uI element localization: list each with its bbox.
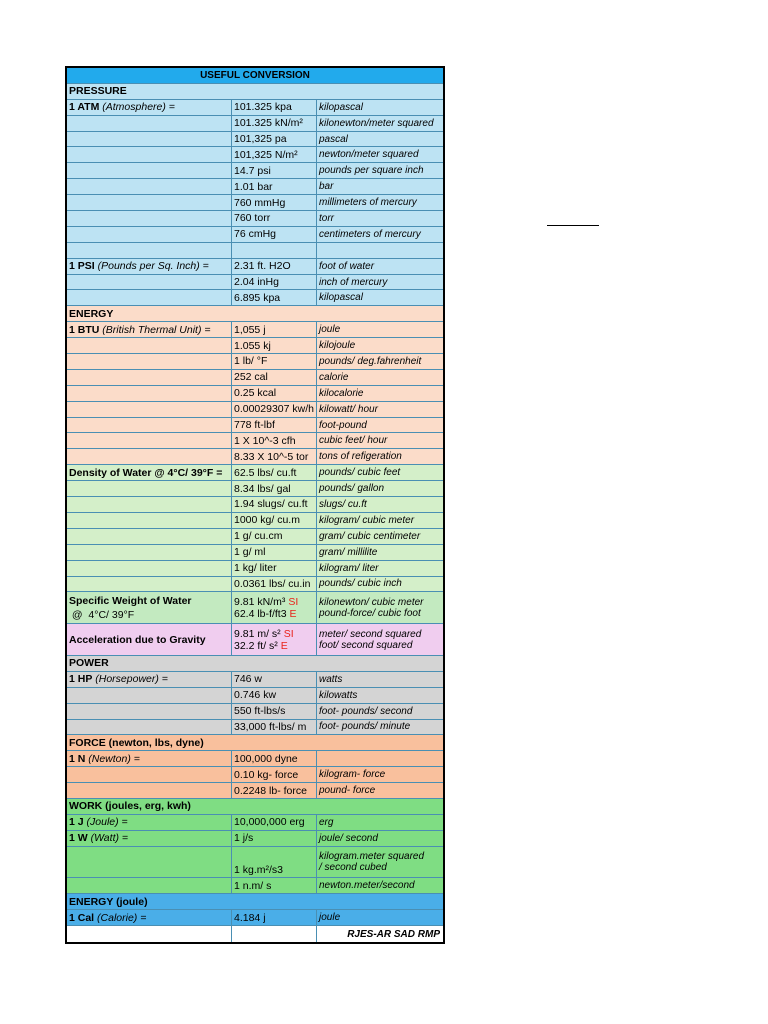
value-cell: 1 n.m/ s (232, 878, 317, 893)
value-cell: 746 w (232, 672, 317, 687)
table-row (67, 227, 443, 243)
table-title: USEFUL CONVERSION (200, 69, 310, 81)
unit-cell: newton.meter/second (319, 880, 415, 892)
unit-cell: torr (319, 212, 334, 224)
unit-cell: foot- pounds/ minute (319, 721, 411, 733)
table-row (67, 878, 443, 894)
value-cell: 1 g/ ml (232, 545, 317, 560)
section-title: ENERGY (joule) (69, 895, 148, 908)
si-value (234, 596, 298, 608)
empty-cell (317, 243, 443, 258)
empty-cell (67, 497, 232, 512)
table-row (67, 561, 443, 577)
value-text: 9.81 kN/m³ (234, 595, 286, 608)
value-cell: 101,325 pa (232, 132, 317, 147)
section-title: PRESSURE (69, 85, 127, 98)
empty-cell (67, 227, 232, 242)
section-title: FORCE (newton, lbs, dyne) (69, 736, 204, 749)
table-row (67, 672, 443, 688)
table-row (67, 767, 443, 783)
value-cell: 101.325 kN/m² (232, 116, 317, 131)
empty-cell (67, 433, 232, 448)
empty-cell (67, 926, 232, 942)
unit-cell: foot of water (319, 260, 375, 272)
unit-cell: joule/ second (319, 832, 378, 844)
empty-cell (67, 290, 232, 305)
empty-cell (67, 243, 232, 258)
unit-cell: cubic feet/ hour (319, 435, 388, 447)
e-tag: E (280, 639, 288, 652)
label-note: (Calorie) = (97, 911, 147, 924)
unit-cell: pascal (319, 133, 348, 145)
conversion-table (65, 66, 445, 944)
unit-cell: pounds/ cubic inch (319, 578, 402, 590)
empty-cell (67, 513, 232, 528)
value-cell: 1.055 kj (232, 338, 317, 353)
table-row (67, 465, 443, 481)
table-row (67, 402, 443, 418)
value-cell: 1 X 10^-3 cfh (232, 433, 317, 448)
value-cell: 76 cmHg (232, 227, 317, 242)
unit-cell: pounds/ cubic feet (319, 467, 401, 479)
empty-cell (67, 767, 232, 782)
unit-cell: gram/ cubic centimeter (319, 530, 421, 542)
empty-cell (67, 449, 232, 464)
value-cell: 760 torr (232, 211, 317, 226)
unit-cell: bar (319, 181, 334, 193)
unit-cell: kilocalorie (319, 387, 364, 399)
unit-cell: tons of refigeration (319, 451, 402, 463)
empty-cell (67, 147, 232, 162)
label-note: (Atmosphere) = (102, 101, 175, 114)
table-row (67, 751, 443, 767)
empty-cell (67, 338, 232, 353)
si-tag: SI (288, 595, 299, 608)
table-row (67, 815, 443, 831)
unit-text: kilonewton/ cubic meter (319, 596, 424, 608)
unit-cell: slugs/ cu.ft (319, 498, 367, 510)
value-cell: 33,000 ft-lbs/ m (232, 720, 317, 735)
unit-cell: inch of mercury (319, 276, 388, 288)
unit-cell: kilogram/ cubic meter (319, 514, 415, 526)
unit-cell: foot-pound (319, 419, 367, 431)
empty-cell (232, 926, 317, 942)
unit-text: pound-force/ cubic foot (319, 607, 421, 619)
unit-cell: kilonewton/meter squared (319, 117, 434, 129)
empty-cell (67, 275, 232, 290)
stray-underline (547, 225, 599, 226)
author-credit: RJES-AR SAD RMP (347, 928, 440, 940)
unit-cell (317, 592, 443, 623)
empty-cell (67, 116, 232, 131)
value-cell: 6.895 kpa (232, 290, 317, 305)
quantity-label (67, 815, 232, 830)
section-title: WORK (joules, erg, kwh) (69, 800, 191, 813)
table-row (67, 418, 443, 434)
spacer-row (67, 243, 443, 259)
value-cell: 778 ft-lbf (232, 418, 317, 433)
label-note: (British Thermal Unit) = (102, 323, 211, 336)
empty-cell (67, 132, 232, 147)
unit-cell: gram/ millilite (319, 546, 378, 558)
quantity-label (67, 100, 232, 115)
unit-cell (317, 624, 443, 655)
label-line: @ 4°C/ 39°F (69, 608, 135, 621)
value-cell: 1 g/ cu.cm (232, 529, 317, 544)
label-main: 1 PSI (69, 260, 95, 273)
value-cell: 101.325 kpa (232, 100, 317, 115)
table-row (67, 354, 443, 370)
table-row (67, 592, 443, 624)
empty-cell (67, 402, 232, 417)
section-header-energy (67, 306, 443, 322)
section-header-power (67, 656, 443, 672)
section-header-pressure (67, 84, 443, 100)
label-main: 1 ATM (69, 101, 100, 114)
label-note: (Newton) = (88, 752, 140, 765)
footer-row (67, 926, 443, 942)
quantity-label (67, 751, 232, 766)
label-note: (Pounds per Sq. Inch) = (97, 260, 209, 273)
label-line: Specific Weight of Water (69, 594, 192, 607)
table-row (67, 147, 443, 163)
unit-cell: kilopascal (319, 101, 363, 113)
quantity-label (67, 259, 232, 274)
table-title-row (67, 68, 443, 84)
unit-cell: newton/meter squared (319, 149, 419, 161)
table-row (67, 704, 443, 720)
unit-cell: centimeters of mercury (319, 228, 421, 240)
unit-cell: kilowatts (319, 689, 358, 701)
quantity-label (67, 592, 232, 623)
unit-text: foot/ second squared (319, 639, 413, 651)
empty-cell (67, 561, 232, 576)
table-row (67, 370, 443, 386)
value-cell: 550 ft-lbs/s (232, 704, 317, 719)
value-cell: 0.2248 lb- force (232, 783, 317, 798)
unit-cell: pounds/ gallon (319, 483, 385, 495)
value-cell: 2.31 ft. H2O (232, 259, 317, 274)
value-cell (232, 592, 317, 623)
quantity-label (67, 672, 232, 687)
value-cell: 0.10 kg- force (232, 767, 317, 782)
section-header-energy-joule (67, 894, 443, 910)
empty-cell (67, 529, 232, 544)
quantity-label: Acceleration due to Gravity (67, 624, 232, 655)
si-value (234, 628, 294, 640)
empty-cell (67, 354, 232, 369)
value-cell: 2.04 inHg (232, 275, 317, 290)
unit-cell: kilowatt/ hour (319, 403, 378, 415)
label-main: 1 J (69, 816, 84, 829)
unit-cell: watts (319, 673, 343, 685)
value-cell: 0.0361 lbs/ cu.in (232, 577, 317, 592)
e-value (234, 640, 288, 652)
table-row (67, 783, 443, 799)
value-cell: 10,000,000 erg (232, 815, 317, 830)
si-tag: SI (283, 627, 294, 640)
e-tag: E (289, 607, 297, 620)
table-row (67, 720, 443, 736)
empty-cell (67, 577, 232, 592)
empty-cell (67, 688, 232, 703)
table-row (67, 100, 443, 116)
table-row (67, 433, 443, 449)
label-note: (Horsepower) = (95, 673, 168, 686)
quantity-label (67, 831, 232, 846)
unit-cell: kilojoule (319, 340, 356, 352)
value-text: 32.2 ft/ s² (234, 639, 278, 652)
table-row (67, 910, 443, 926)
table-row (67, 195, 443, 211)
section-title: ENERGY (69, 307, 114, 320)
label-main: 1 Cal (69, 911, 95, 924)
quantity-label (67, 322, 232, 337)
unit-cell (317, 847, 443, 878)
table-row (67, 116, 443, 132)
value-cell: 0.00029307 kw/h (232, 402, 317, 417)
value-text: 62.4 lb-f/ft3 (234, 607, 287, 620)
value-cell: 1.01 bar (232, 179, 317, 194)
value-cell: 252 cal (232, 370, 317, 385)
unit-text: meter/ second squared (319, 628, 422, 640)
empty-cell (67, 195, 232, 210)
empty-cell (67, 720, 232, 735)
table-row (67, 290, 443, 306)
label-note: (Watt) = (90, 832, 129, 845)
table-row (67, 545, 443, 561)
value-cell: 101,325 N/m² (232, 147, 317, 162)
table-row (67, 529, 443, 545)
label-main: 1 N (69, 752, 86, 765)
label-main: 1 W (69, 832, 88, 845)
label-main: 1 HP (69, 673, 93, 686)
unit-cell: joule (319, 912, 341, 924)
empty-cell (67, 211, 232, 226)
table-row (67, 211, 443, 227)
table-row (67, 322, 443, 338)
table-row (67, 179, 443, 195)
value-cell: 1,055 j (232, 322, 317, 337)
empty-cell (232, 243, 317, 258)
value-cell: 14.7 psi (232, 163, 317, 178)
unit-cell: kilogram/ liter (319, 562, 379, 574)
value-cell: 1000 kg/ cu.m (232, 513, 317, 528)
value-cell: 1.94 slugs/ cu.ft (232, 497, 317, 512)
table-row (67, 513, 443, 529)
table-row (67, 132, 443, 148)
empty-cell (67, 545, 232, 560)
empty-cell (67, 783, 232, 798)
table-row (67, 577, 443, 593)
table-row (67, 275, 443, 291)
unit-cell: pound- force (319, 785, 376, 797)
unit-cell: pounds/ deg.fahrenheit (319, 355, 422, 367)
value-cell: 760 mmHg (232, 195, 317, 210)
value-text: 9.81 m/ s² (234, 627, 281, 640)
table-row (67, 624, 443, 656)
unit-cell: kilopascal (319, 292, 363, 304)
unit-cell: erg (319, 816, 334, 828)
value-cell: 8.34 lbs/ gal (232, 481, 317, 496)
unit-cell: kilogram- force (319, 769, 386, 781)
label-main: 1 BTU (69, 323, 100, 336)
empty-cell (67, 386, 232, 401)
empty-cell (67, 179, 232, 194)
table-row (67, 831, 443, 847)
unit-cell: pounds per square inch (319, 165, 424, 177)
section-title: POWER (69, 657, 109, 670)
value-cell: 1 lb/ °F (232, 354, 317, 369)
empty-cell (67, 163, 232, 178)
e-value (234, 608, 297, 620)
value-cell: 1 j/s (232, 831, 317, 846)
section-header-force (67, 735, 443, 751)
unit-cell: foot- pounds/ second (319, 705, 413, 717)
value-cell: 1 kg.m²/s3 (232, 847, 317, 878)
label-note: (Joule) = (86, 816, 128, 829)
table-row (67, 497, 443, 513)
empty-cell (67, 878, 232, 893)
empty-cell (67, 481, 232, 496)
unit-cell: joule (319, 324, 341, 336)
section-header-work (67, 799, 443, 815)
table-row (67, 259, 443, 275)
quantity-label: Density of Water @ 4°C/ 39°F = (67, 465, 232, 480)
empty-cell (67, 847, 232, 878)
unit-cell: calorie (319, 371, 349, 383)
table-row (67, 338, 443, 354)
table-row (67, 163, 443, 179)
value-cell: 8.33 X 10^-5 tor (232, 449, 317, 464)
unit-cell: millimeters of mercury (319, 197, 417, 209)
empty-cell (67, 418, 232, 433)
table-row (67, 386, 443, 402)
value-cell: 1 kg/ liter (232, 561, 317, 576)
value-cell: 100,000 dyne (232, 751, 317, 766)
unit-text: / second cubed (319, 862, 387, 874)
value-cell: 0.25 kcal (232, 386, 317, 401)
unit-cell (317, 751, 443, 766)
table-row (67, 688, 443, 704)
table-row (67, 449, 443, 465)
quantity-label (67, 910, 232, 925)
table-row (67, 847, 443, 879)
value-cell: 0.746 kw (232, 688, 317, 703)
value-cell (232, 624, 317, 655)
empty-cell (67, 370, 232, 385)
empty-cell (67, 704, 232, 719)
value-cell: 4.184 j (232, 910, 317, 925)
table-row (67, 481, 443, 497)
unit-text: kilogram.meter squared (319, 851, 425, 863)
value-cell: 62.5 lbs/ cu.ft (232, 465, 317, 480)
